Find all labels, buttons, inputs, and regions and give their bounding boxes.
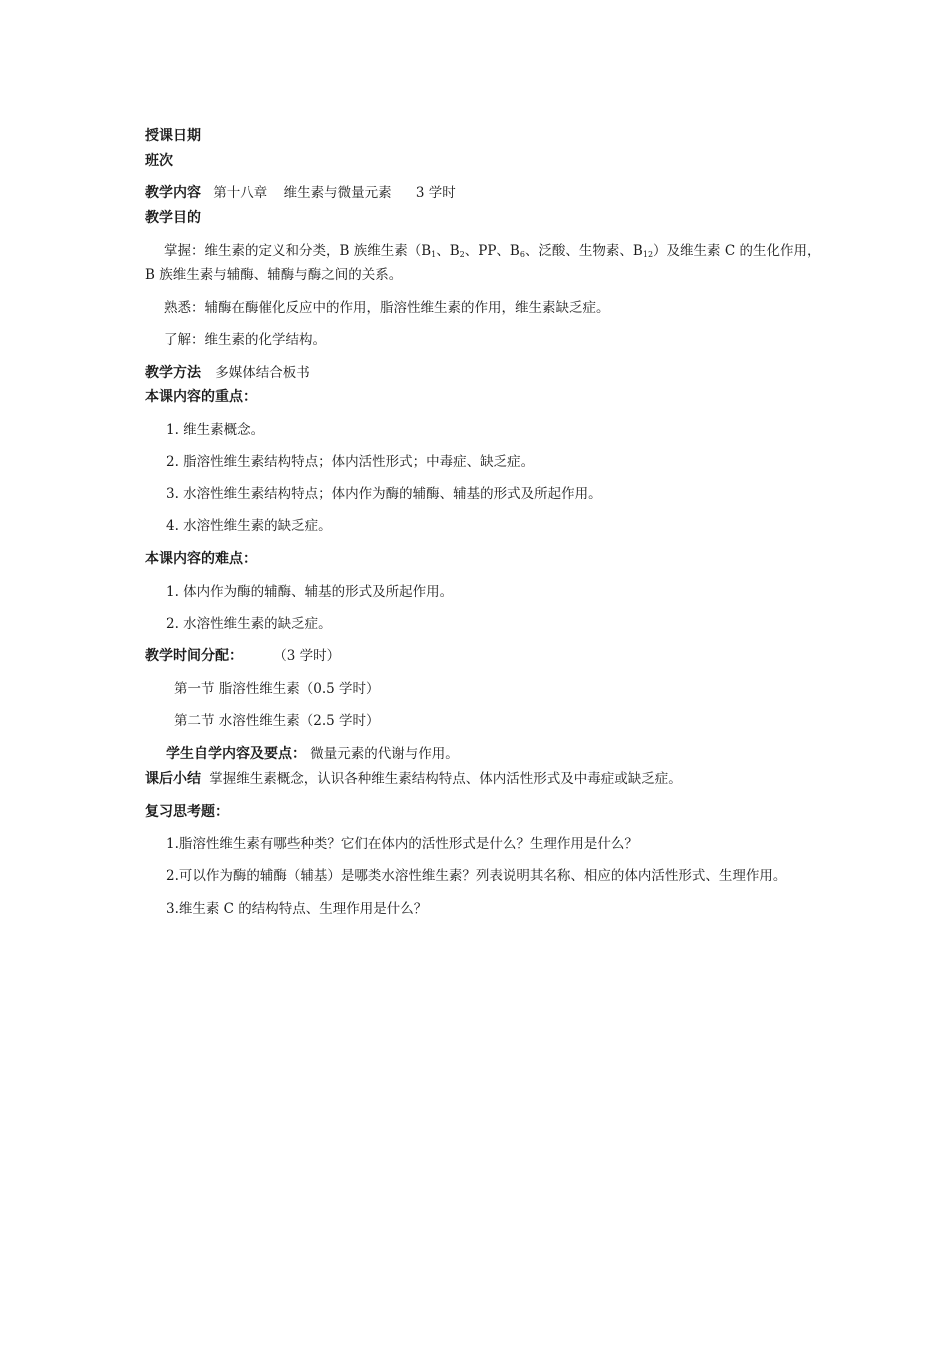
teaching-method-value: 多媒体结合板书 bbox=[215, 365, 310, 381]
review-question-item: 1.脂溶性维生素有哪些种类？它们在体内的活性形式是什么？生理作用是什么？ bbox=[166, 836, 638, 852]
master-text-b: 、B bbox=[436, 243, 460, 259]
objective-master-line1 bbox=[164, 242, 820, 260]
teaching-method-row bbox=[145, 364, 310, 382]
difficult-points-label: 本课内容的难点： bbox=[145, 551, 257, 567]
subscript-6: 6 bbox=[519, 250, 525, 259]
master-text-c: 、PP、B bbox=[464, 243, 520, 259]
difficult-point-item: 2. 水溶性维生素的缺乏症。 bbox=[166, 616, 332, 632]
class-label: 班次 bbox=[145, 153, 173, 169]
self-study-label: 学生自学内容及要点： bbox=[166, 746, 306, 762]
master-text-d: 、泛酸、生物素、B bbox=[524, 243, 643, 259]
objective-familiar: 熟悉：辅酶在酶催化反应中的作用，脂溶性维生素的作用，维生素缺乏症。 bbox=[164, 300, 610, 316]
review-question-item: 3.维生素 C 的结构特点、生理作用是什么？ bbox=[166, 901, 428, 917]
chapter-title: 维生素与微量元素 bbox=[283, 185, 392, 201]
time-allocation-total: （3 学时） bbox=[273, 648, 341, 664]
review-question-item: 2.可以作为酶的辅酶（辅基）是哪类水溶性维生素？列表说明其名称、相应的体内活性形式、生理作用。 bbox=[166, 868, 787, 884]
objective-master-line2: B 族维生素与辅酶、辅酶与酶之间的关系。 bbox=[145, 267, 403, 283]
difficult-point-item: 1. 体内作为酶的辅酶、辅基的形式及所起作用。 bbox=[166, 584, 454, 600]
teaching-content-label: 教学内容 bbox=[145, 185, 201, 201]
subscript-12: 12 bbox=[642, 250, 654, 259]
summary-row bbox=[145, 770, 682, 788]
chapter-hours: 3 学时 bbox=[415, 185, 456, 201]
master-text-a: 掌握：维生素的定义和分类，B 族维生素（B bbox=[164, 243, 432, 259]
objectives-label: 教学目的 bbox=[145, 210, 201, 226]
time-section-item: 第二节 水溶性维生素（2.5 学时） bbox=[174, 713, 380, 729]
key-point-item: 2. 脂溶性维生素结构特点；体内活性形式；中毒症、缺乏症。 bbox=[166, 454, 535, 470]
key-point-item: 4. 水溶性维生素的缺乏症。 bbox=[166, 518, 332, 534]
key-point-item: 1. 维生素概念。 bbox=[166, 422, 265, 438]
teaching-date-label: 授课日期 bbox=[145, 128, 201, 144]
time-allocation-row bbox=[145, 647, 340, 665]
self-study-row bbox=[166, 745, 459, 763]
objective-understand: 了解：维生素的化学结构。 bbox=[164, 332, 326, 348]
master-text-e: ）及维生素 C 的生化作用， bbox=[653, 243, 821, 259]
teaching-content-row bbox=[145, 184, 456, 202]
self-study-value: 微量元素的代谢与作用。 bbox=[310, 746, 459, 762]
teaching-method-label: 教学方法 bbox=[145, 365, 201, 381]
summary-label: 课后小结 bbox=[145, 771, 201, 787]
key-point-item: 3. 水溶性维生素结构特点；体内作为酶的辅酶、辅基的形式及所起作用。 bbox=[166, 486, 602, 502]
time-allocation-label: 教学时间分配： bbox=[145, 648, 243, 664]
key-points-label: 本课内容的重点： bbox=[145, 389, 257, 405]
summary-value: 掌握维生素概念，认识各种维生素结构特点、体内活性形式及中毒症或缺乏症。 bbox=[209, 771, 682, 787]
time-section-item: 第一节 脂溶性维生素（0.5 学时） bbox=[174, 681, 380, 697]
chapter-number: 第十八章 bbox=[213, 185, 268, 201]
subscript-1: 1 bbox=[431, 250, 437, 259]
review-questions-label: 复习思考题： bbox=[145, 804, 229, 820]
subscript-2: 2 bbox=[459, 250, 465, 259]
